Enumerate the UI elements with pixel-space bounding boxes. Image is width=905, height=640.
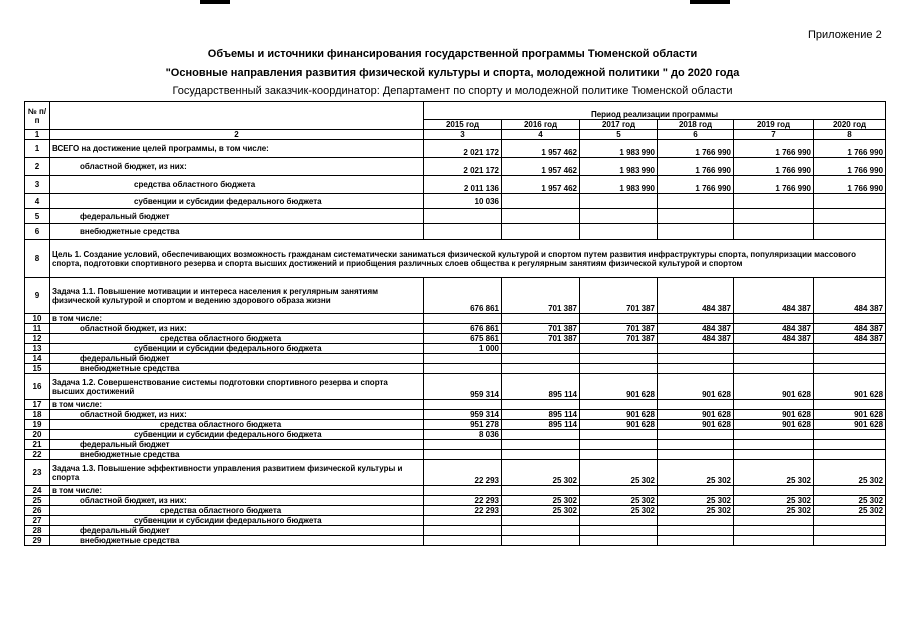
value-cell: 1 766 990 bbox=[658, 176, 734, 194]
value-cell: 1 766 990 bbox=[658, 140, 734, 158]
document-subtitle: "Основные направления развития физической культуры и спорта, молодежной политики " до 2020 года bbox=[165, 67, 740, 79]
value-cell bbox=[658, 486, 734, 496]
value-cell bbox=[814, 526, 886, 536]
table-row bbox=[25, 344, 886, 354]
row-label: субвенции и субсидии федерального бюджета bbox=[50, 516, 424, 526]
row-label: Задача 1.3. Повышение эффективности управления развитием физической культуры и спорта bbox=[50, 460, 424, 486]
value-cell bbox=[502, 430, 580, 440]
value-cell: 901 628 bbox=[814, 420, 886, 430]
value-cell: 1 766 990 bbox=[658, 158, 734, 176]
header-colnum: 8 bbox=[814, 130, 886, 140]
value-cell: 484 387 bbox=[658, 278, 734, 314]
value-cell: 901 628 bbox=[734, 374, 814, 400]
value-cell bbox=[734, 194, 814, 209]
header-colnum: 2 bbox=[50, 130, 424, 140]
value-cell: 1 983 990 bbox=[580, 158, 658, 176]
table-row bbox=[25, 240, 886, 278]
value-cell: 1 766 990 bbox=[734, 176, 814, 194]
value-cell bbox=[424, 314, 502, 324]
table-row bbox=[25, 209, 886, 224]
row-number: 9 bbox=[25, 278, 50, 314]
value-cell: 901 628 bbox=[658, 410, 734, 420]
row-number: 26 bbox=[25, 506, 50, 516]
table-row bbox=[25, 140, 886, 158]
value-cell: 484 387 bbox=[658, 334, 734, 344]
value-cell: 1 957 462 bbox=[502, 140, 580, 158]
row-label: ВСЕГО на достижение целей программы, в том числе: bbox=[50, 140, 424, 158]
value-cell: 25 302 bbox=[658, 460, 734, 486]
value-cell: 901 628 bbox=[580, 374, 658, 400]
value-cell bbox=[580, 536, 658, 546]
value-cell bbox=[502, 314, 580, 324]
row-label: в том числе: bbox=[50, 486, 424, 496]
row-number: 16 bbox=[25, 374, 50, 400]
table-row bbox=[25, 354, 886, 364]
value-cell: 959 314 bbox=[424, 410, 502, 420]
value-cell bbox=[502, 209, 580, 224]
value-cell bbox=[734, 224, 814, 240]
value-cell: 25 302 bbox=[658, 496, 734, 506]
table-row bbox=[25, 410, 886, 420]
row-label: федеральный бюджет bbox=[50, 354, 424, 364]
value-cell bbox=[580, 354, 658, 364]
row-label: областной бюджет, из них: bbox=[50, 410, 424, 420]
table-row bbox=[25, 158, 886, 176]
row-label: средства областного бюджета bbox=[50, 420, 424, 430]
value-cell bbox=[814, 209, 886, 224]
row-number: 28 bbox=[25, 526, 50, 536]
value-cell bbox=[734, 354, 814, 364]
header-colnum: 3 bbox=[424, 130, 502, 140]
table-row bbox=[25, 224, 886, 240]
value-cell bbox=[424, 536, 502, 546]
value-cell bbox=[658, 400, 734, 410]
header-period: Период реализации программы bbox=[424, 102, 886, 120]
row-number: 12 bbox=[25, 334, 50, 344]
table-row bbox=[25, 516, 886, 526]
value-cell bbox=[814, 354, 886, 364]
row-number: 18 bbox=[25, 410, 50, 420]
header-colnum: 1 bbox=[25, 130, 50, 140]
row-number: 3 bbox=[25, 176, 50, 194]
row-label: внебюджетные средства bbox=[50, 364, 424, 374]
value-cell bbox=[658, 364, 734, 374]
value-cell: 901 628 bbox=[734, 420, 814, 430]
value-cell bbox=[814, 536, 886, 546]
row-label: субвенции и субсидии федерального бюджета bbox=[50, 194, 424, 209]
value-cell: 675 861 bbox=[424, 334, 502, 344]
value-cell bbox=[734, 450, 814, 460]
table-row bbox=[25, 334, 886, 344]
value-cell bbox=[502, 450, 580, 460]
value-cell bbox=[658, 344, 734, 354]
value-cell: 484 387 bbox=[734, 324, 814, 334]
value-cell: 25 302 bbox=[658, 506, 734, 516]
value-cell bbox=[814, 224, 886, 240]
row-number: 15 bbox=[25, 364, 50, 374]
value-cell bbox=[734, 314, 814, 324]
value-cell: 676 861 bbox=[424, 324, 502, 334]
value-cell bbox=[814, 194, 886, 209]
value-cell bbox=[502, 224, 580, 240]
value-cell bbox=[502, 354, 580, 364]
value-cell bbox=[734, 430, 814, 440]
header-colnums-row bbox=[25, 130, 886, 140]
document-title: Объемы и источники финансирования государственной программы Тюменской области bbox=[207, 48, 698, 60]
value-cell bbox=[658, 314, 734, 324]
row-number: 5 bbox=[25, 209, 50, 224]
row-label: областной бюджет, из них: bbox=[50, 158, 424, 176]
value-cell: 25 302 bbox=[734, 496, 814, 506]
value-cell bbox=[734, 440, 814, 450]
table-row bbox=[25, 430, 886, 440]
value-cell: 701 387 bbox=[580, 278, 658, 314]
value-cell: 1 983 990 bbox=[580, 140, 658, 158]
row-label: в том числе: bbox=[50, 400, 424, 410]
value-cell bbox=[424, 364, 502, 374]
value-cell bbox=[658, 224, 734, 240]
value-cell: 484 387 bbox=[658, 324, 734, 334]
value-cell: 484 387 bbox=[734, 278, 814, 314]
row-number: 19 bbox=[25, 420, 50, 430]
value-cell: 1 957 462 bbox=[502, 158, 580, 176]
value-cell: 701 387 bbox=[580, 324, 658, 334]
row-label: внебюджетные средства bbox=[50, 450, 424, 460]
value-cell bbox=[424, 209, 502, 224]
value-cell bbox=[658, 440, 734, 450]
value-cell bbox=[424, 354, 502, 364]
value-cell: 895 114 bbox=[502, 410, 580, 420]
value-cell bbox=[814, 430, 886, 440]
value-cell bbox=[734, 209, 814, 224]
value-cell bbox=[658, 536, 734, 546]
row-label: федеральный бюджет bbox=[50, 209, 424, 224]
value-cell bbox=[502, 194, 580, 209]
value-cell: 484 387 bbox=[814, 324, 886, 334]
value-cell: 10 036 bbox=[424, 194, 502, 209]
value-cell: 2 021 172 bbox=[424, 158, 502, 176]
value-cell bbox=[424, 224, 502, 240]
goal-text: Цель 1. Создание условий, обеспечивающих возможность гражданам систематически заниматься физической культурой и спортом путем развития инфраструктуры спорта, популяризации массового спорта, подготовки спортивного резерва и спорта высших достижений и приобщения различных слоев общества к регулярным занятиям физической культурой и спортом bbox=[50, 240, 886, 278]
row-number: 20 bbox=[25, 430, 50, 440]
table-row bbox=[25, 374, 886, 400]
value-cell: 22 293 bbox=[424, 506, 502, 516]
table-row bbox=[25, 450, 886, 460]
table-row bbox=[25, 278, 886, 314]
value-cell: 1 766 990 bbox=[814, 176, 886, 194]
value-cell: 701 387 bbox=[502, 278, 580, 314]
value-cell bbox=[424, 526, 502, 536]
value-cell bbox=[580, 516, 658, 526]
value-cell bbox=[502, 526, 580, 536]
value-cell bbox=[580, 430, 658, 440]
header-colnum: 4 bbox=[502, 130, 580, 140]
table-row bbox=[25, 194, 886, 209]
value-cell bbox=[814, 440, 886, 450]
row-number: 14 bbox=[25, 354, 50, 364]
row-label: субвенции и субсидии федерального бюджета bbox=[50, 344, 424, 354]
value-cell: 2 011 136 bbox=[424, 176, 502, 194]
value-cell bbox=[502, 486, 580, 496]
value-cell: 1 766 990 bbox=[814, 158, 886, 176]
value-cell bbox=[424, 440, 502, 450]
row-number: 13 bbox=[25, 344, 50, 354]
row-number: 1 bbox=[25, 140, 50, 158]
row-number: 6 bbox=[25, 224, 50, 240]
value-cell: 1 766 990 bbox=[734, 158, 814, 176]
header-year: 2018 год bbox=[658, 120, 734, 130]
customer-coordinator: Государственный заказчик-координатор: Департамент по спорту и молодежной политике Тюменской области bbox=[172, 85, 733, 97]
value-cell bbox=[580, 440, 658, 450]
value-cell bbox=[658, 430, 734, 440]
table-body bbox=[25, 102, 886, 546]
value-cell: 8 036 bbox=[424, 430, 502, 440]
header-year: 2015 год bbox=[424, 120, 502, 130]
row-number: 17 bbox=[25, 400, 50, 410]
row-number: 10 bbox=[25, 314, 50, 324]
financing-table bbox=[24, 101, 886, 546]
value-cell bbox=[580, 526, 658, 536]
row-label: средства областного бюджета bbox=[50, 506, 424, 516]
value-cell bbox=[734, 516, 814, 526]
table-row bbox=[25, 526, 886, 536]
value-cell: 22 293 bbox=[424, 496, 502, 506]
value-cell: 25 302 bbox=[580, 460, 658, 486]
value-cell bbox=[424, 450, 502, 460]
table-row bbox=[25, 400, 886, 410]
value-cell bbox=[658, 194, 734, 209]
value-cell bbox=[580, 344, 658, 354]
header-year: 2016 год bbox=[502, 120, 580, 130]
value-cell: 676 861 bbox=[424, 278, 502, 314]
value-cell: 895 114 bbox=[502, 374, 580, 400]
value-cell: 901 628 bbox=[814, 374, 886, 400]
value-cell bbox=[580, 314, 658, 324]
value-cell bbox=[502, 440, 580, 450]
row-number: 23 bbox=[25, 460, 50, 486]
value-cell bbox=[814, 344, 886, 354]
value-cell: 484 387 bbox=[814, 278, 886, 314]
value-cell: 1 766 990 bbox=[814, 140, 886, 158]
row-label: федеральный бюджет bbox=[50, 440, 424, 450]
value-cell: 901 628 bbox=[734, 410, 814, 420]
header-year: 2019 год bbox=[734, 120, 814, 130]
table-row bbox=[25, 506, 886, 516]
value-cell: 25 302 bbox=[502, 460, 580, 486]
header-colnum: 6 bbox=[658, 130, 734, 140]
table-row bbox=[25, 440, 886, 450]
value-cell bbox=[658, 526, 734, 536]
value-cell bbox=[580, 400, 658, 410]
value-cell: 951 278 bbox=[424, 420, 502, 430]
value-cell: 25 302 bbox=[580, 496, 658, 506]
value-cell: 1 766 990 bbox=[734, 140, 814, 158]
value-cell bbox=[502, 344, 580, 354]
value-cell: 25 302 bbox=[734, 506, 814, 516]
value-cell bbox=[658, 209, 734, 224]
value-cell: 1 983 990 bbox=[580, 176, 658, 194]
value-cell: 1 000 bbox=[424, 344, 502, 354]
value-cell bbox=[424, 516, 502, 526]
value-cell: 901 628 bbox=[814, 410, 886, 420]
value-cell bbox=[580, 209, 658, 224]
header-num: № п/п bbox=[25, 102, 50, 130]
value-cell: 22 293 bbox=[424, 460, 502, 486]
value-cell bbox=[734, 526, 814, 536]
appendix-label: Приложение 2 bbox=[808, 29, 882, 41]
value-cell: 901 628 bbox=[580, 410, 658, 420]
value-cell bbox=[814, 400, 886, 410]
header-year: 2020 год bbox=[814, 120, 886, 130]
row-number: 4 bbox=[25, 194, 50, 209]
row-number: 8 bbox=[25, 240, 50, 278]
value-cell bbox=[734, 400, 814, 410]
row-number: 2 bbox=[25, 158, 50, 176]
value-cell: 2 021 172 bbox=[424, 140, 502, 158]
value-cell bbox=[424, 486, 502, 496]
value-cell: 701 387 bbox=[502, 324, 580, 334]
row-label: областной бюджет, из них: bbox=[50, 324, 424, 334]
row-label: средства областного бюджета bbox=[50, 334, 424, 344]
row-label: федеральный бюджет bbox=[50, 526, 424, 536]
value-cell bbox=[814, 364, 886, 374]
value-cell bbox=[658, 354, 734, 364]
row-number: 21 bbox=[25, 440, 50, 450]
row-number: 25 bbox=[25, 496, 50, 506]
value-cell: 484 387 bbox=[814, 334, 886, 344]
value-cell bbox=[734, 364, 814, 374]
value-cell bbox=[734, 344, 814, 354]
row-label: внебюджетные средства bbox=[50, 224, 424, 240]
header-blank bbox=[50, 102, 424, 130]
row-label: Задача 1.1. Повышение мотивации и интереса населения к регулярным занятиям физической культурой и спортом и ведению здорового образа жизни bbox=[50, 278, 424, 314]
value-cell bbox=[734, 486, 814, 496]
value-cell: 901 628 bbox=[658, 374, 734, 400]
value-cell bbox=[580, 364, 658, 374]
value-cell: 484 387 bbox=[734, 334, 814, 344]
value-cell: 701 387 bbox=[502, 334, 580, 344]
row-number: 29 bbox=[25, 536, 50, 546]
table-row bbox=[25, 176, 886, 194]
row-label: средства областного бюджета bbox=[50, 176, 424, 194]
row-number: 24 bbox=[25, 486, 50, 496]
header-colnum: 7 bbox=[734, 130, 814, 140]
scan-artifact-left bbox=[200, 0, 230, 4]
value-cell bbox=[658, 516, 734, 526]
value-cell bbox=[814, 450, 886, 460]
row-number: 11 bbox=[25, 324, 50, 334]
row-label: субвенции и субсидии федерального бюджета bbox=[50, 430, 424, 440]
value-cell: 25 302 bbox=[502, 496, 580, 506]
value-cell bbox=[580, 224, 658, 240]
row-label: областной бюджет, из них: bbox=[50, 496, 424, 506]
value-cell bbox=[580, 194, 658, 209]
value-cell bbox=[580, 450, 658, 460]
value-cell: 25 302 bbox=[814, 506, 886, 516]
row-label: в том числе: bbox=[50, 314, 424, 324]
value-cell: 25 302 bbox=[814, 460, 886, 486]
value-cell bbox=[814, 516, 886, 526]
scan-artifact-right bbox=[690, 0, 730, 4]
value-cell: 25 302 bbox=[734, 460, 814, 486]
row-number: 27 bbox=[25, 516, 50, 526]
table-row bbox=[25, 314, 886, 324]
header-row bbox=[25, 102, 886, 120]
value-cell bbox=[502, 536, 580, 546]
value-cell: 1 957 462 bbox=[502, 176, 580, 194]
value-cell: 895 114 bbox=[502, 420, 580, 430]
table-row bbox=[25, 420, 886, 430]
value-cell: 25 302 bbox=[814, 496, 886, 506]
table-row bbox=[25, 364, 886, 374]
value-cell bbox=[814, 486, 886, 496]
value-cell: 25 302 bbox=[580, 506, 658, 516]
value-cell: 901 628 bbox=[580, 420, 658, 430]
value-cell bbox=[658, 450, 734, 460]
header-colnum: 5 bbox=[580, 130, 658, 140]
value-cell bbox=[424, 400, 502, 410]
table-row bbox=[25, 324, 886, 334]
table-row bbox=[25, 486, 886, 496]
value-cell bbox=[814, 314, 886, 324]
header-year: 2017 год bbox=[580, 120, 658, 130]
value-cell bbox=[734, 536, 814, 546]
value-cell bbox=[502, 400, 580, 410]
row-label: Задача 1.2. Совершенствование системы подготовки спортивного резерва и спорта высших достижений bbox=[50, 374, 424, 400]
table-row bbox=[25, 496, 886, 506]
row-label: внебюджетные средства bbox=[50, 536, 424, 546]
table-row bbox=[25, 460, 886, 486]
value-cell: 901 628 bbox=[658, 420, 734, 430]
row-number: 22 bbox=[25, 450, 50, 460]
value-cell: 25 302 bbox=[502, 506, 580, 516]
value-cell: 959 314 bbox=[424, 374, 502, 400]
table-row bbox=[25, 536, 886, 546]
value-cell bbox=[502, 364, 580, 374]
value-cell bbox=[502, 516, 580, 526]
value-cell bbox=[580, 486, 658, 496]
value-cell: 701 387 bbox=[580, 334, 658, 344]
